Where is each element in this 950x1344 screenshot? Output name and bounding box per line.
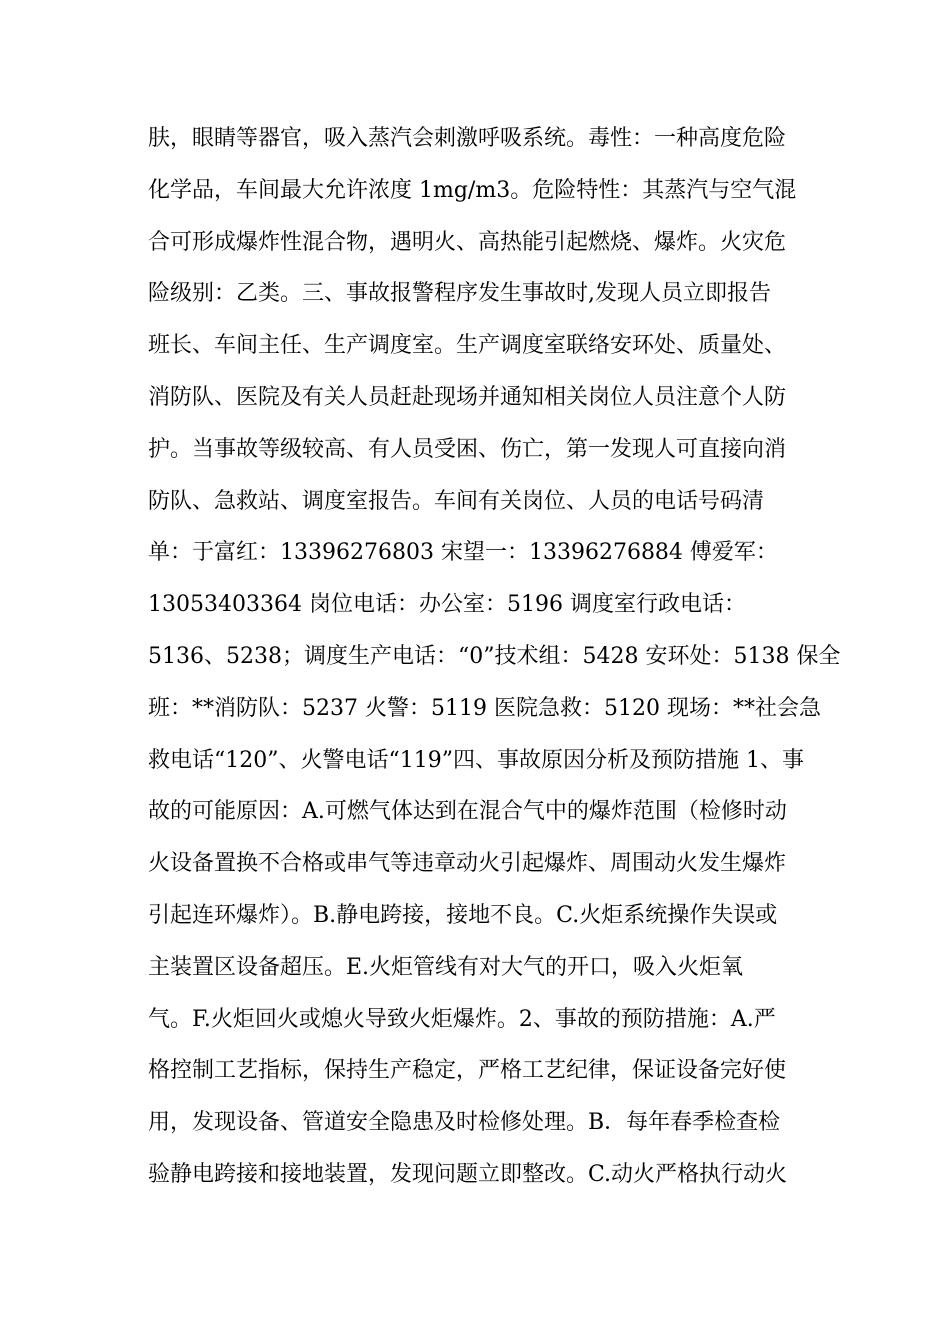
text-line: 13053403364 岗位电话：办公室：5196 调度室行政电话：: [148, 592, 746, 618]
text-line: 主装置区设备超压。E.火炬管线有对大气的开口，吸入火炬氧: [148, 954, 744, 980]
text-line: 护。当事故等级较高、有人员受困、伤亡，第一发现人可直接向消: [148, 436, 787, 462]
text-line: 肤，眼睛等器官，吸入蒸汽会刺激呼吸系统。毒性：一种高度危险: [148, 126, 787, 151]
text-line: 验静电跨接和接地装置，发现问题立即整改。C.动火严格执行动火: [148, 1161, 788, 1187]
text-line: 合可形成爆炸性混合物，遇明火、高热能引起燃烧、爆炸。火灾危: [148, 229, 787, 255]
text-line: 化学品，车间最大允许浓度 1mg/m3。危险特性：其蒸汽与空气混: [148, 177, 797, 203]
text-line: 格控制工艺指标，保持生产稳定，严格工艺纪律，保证设备完好使: [148, 1058, 787, 1084]
text-line: 5136、5238；调度生产电话：“0”技术组：5428 安环处：5138 保全: [148, 643, 841, 669]
text-line: 班长、车间主任、生产调度室。生产调度室联络安环处、质量处、: [148, 333, 787, 359]
text-line: 消防队、医院及有关人员赶赴现场并通知相关岗位人员注意个人防: [148, 384, 787, 410]
text-line: 故的可能原因：A.可燃气体达到在混合气中的爆炸范围（检修时动: [148, 799, 787, 825]
text-line: 气。F.火炬回火或熄火导致火炬爆炸。2、事故的预防措施：A.严: [148, 1006, 776, 1032]
text-line: 火设备置换不合格或串气等违章动火引起爆炸、周围动火发生爆炸: [148, 851, 787, 877]
text-line: 险级别：乙类。三、事故报警程序发生事故时,发现人员立即报告: [148, 281, 771, 307]
text-line: 防队、急救站、调度室报告。车间有关岗位、人员的电话号码清: [148, 488, 765, 514]
text-line: 引起连环爆炸）。B.静电跨接，接地不良。C.火炬系统操作失误或: [148, 902, 778, 928]
text-line: 救电话“120”、火警电话“119”四、事故原因分析及预防措施 1、事: [148, 747, 804, 773]
text-line: 班：**消防队：5237 火警：5119 医院急救：5120 现场：**社会急: [148, 695, 821, 721]
body-text: [148, 113, 841, 1201]
text-line: 用，发现设备、管道安全隐患及时检修处理。B．每年春季检查检: [148, 1110, 781, 1136]
text-line: 单：于富红：13396276803 宋望一：13396276884 傅爱军：: [148, 540, 778, 566]
